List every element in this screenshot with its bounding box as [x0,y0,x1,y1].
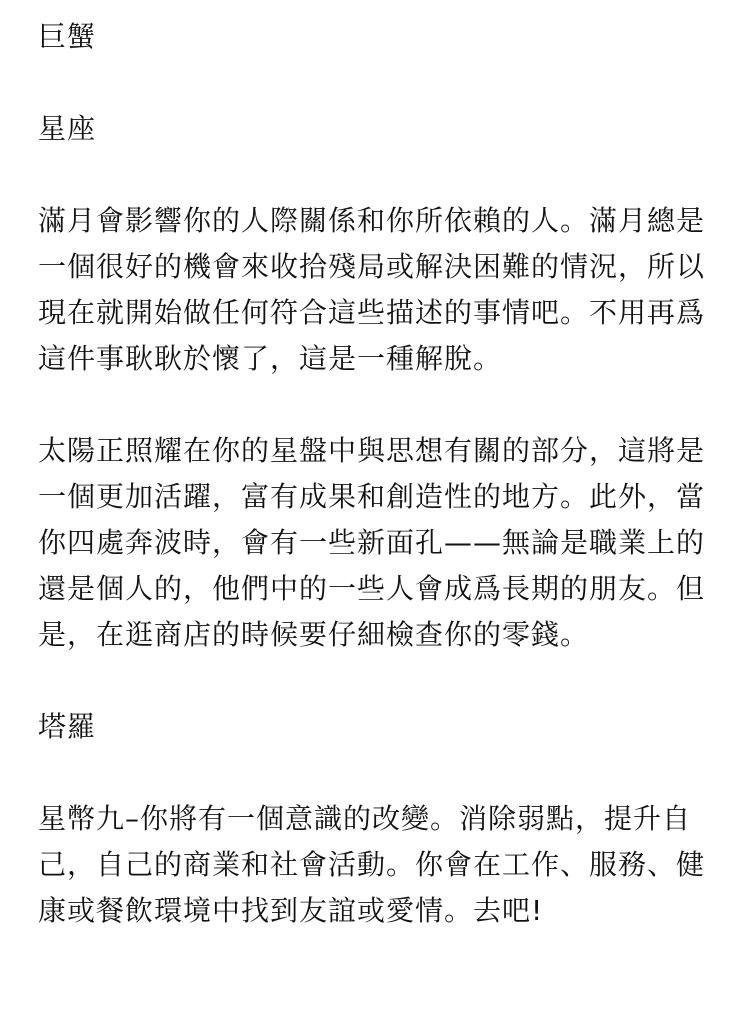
section-heading-tarot: 塔羅 [38,710,97,743]
tarot-paragraph-1: 星幣九–你將有一個意識的改變。消除弱點，提升自己，自己的商業和社會活動。你會在工作、服務、健康或餐飲環境中找到友誼或愛情。去吧! [38,802,706,927]
horoscope-paragraph-1: 滿月會影響你的人際關係和你所依賴的人。滿月總是一個很好的機會來收拾殘局或解決困難的情況，所以現在就開始做任何符合這些描述的事情吧。不用再爲這件事耿耿於懷了，這是一種解脫。 [38,204,706,375]
horoscope-paragraph-2: 太陽正照耀在你的星盤中與思想有關的部分，這將是一個更加活躍，富有成果和創造性的地方。此外，當你四處奔波時，會有一些新面孔——無論是職業上的還是個人的，他們中的一些人會成爲長期的朋友。但是，在逛商店的時候要仔細檢查你的零錢。 [38,434,706,651]
page-title: 巨蟹 [38,20,97,53]
section-heading-horoscope: 星座 [38,112,97,145]
